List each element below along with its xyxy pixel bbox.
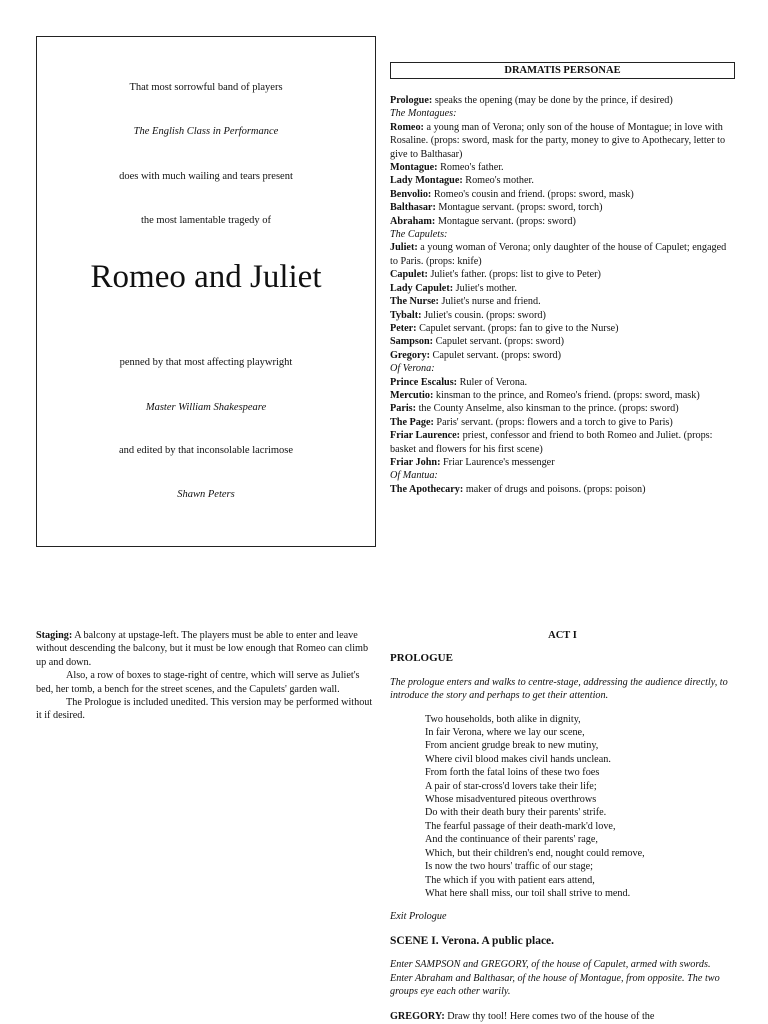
dramatis-entry bbox=[390, 201, 735, 214]
act-one bbox=[390, 629, 735, 1024]
verse-line: Whose misadventured piteous overthrows bbox=[425, 794, 597, 806]
verse-line: Is now the two hours' traffic of our stage; bbox=[425, 861, 594, 873]
dramatis-entry bbox=[390, 322, 735, 335]
staging-paragraph-1 bbox=[36, 629, 378, 669]
dramatis-entry bbox=[390, 349, 735, 362]
character-name: Gregory: bbox=[390, 349, 430, 361]
dramatis-entry bbox=[390, 161, 735, 174]
staging-text-1: A balcony at upstage-left. The players must be able to enter and leave without descending the balcony, but it must be low enough that Romeo can climb up and down. bbox=[36, 630, 369, 668]
verse-line: Where civil blood makes civil hands unclean. bbox=[425, 753, 611, 765]
character-description: Montague servant. (props: sword) bbox=[435, 215, 576, 227]
character-description: Montague servant. (props: sword, torch) bbox=[435, 202, 603, 214]
dramatis-entry bbox=[390, 295, 735, 308]
dramatis-entry bbox=[390, 309, 735, 322]
character-name: The Nurse: bbox=[390, 296, 439, 308]
character-description: Capulet servant. (props: sword) bbox=[433, 336, 565, 348]
dramatis-entry bbox=[390, 94, 735, 107]
character-name: Prologue: bbox=[390, 95, 433, 106]
prologue-direction: The prologue enters and walks to centre-stage, addressing the audience directly, to introduce the story and perhaps to get their attention. bbox=[390, 676, 728, 702]
character-description: Ruler of Verona. bbox=[457, 376, 528, 388]
title-page bbox=[36, 36, 376, 547]
verse-line: What here shall miss, our toil shall strive to mend. bbox=[425, 887, 631, 899]
character-name: Lady Montague: bbox=[390, 175, 463, 187]
dramatis-group: The Montagues: bbox=[390, 108, 457, 120]
character-name: Romeo: bbox=[390, 121, 424, 133]
prologue-verse bbox=[390, 713, 735, 901]
exit-direction: Exit Prologue bbox=[390, 911, 447, 923]
character-description: a young woman of Verona; only daughter of the house of Capulet; engaged to Paris. (props: knife) bbox=[390, 242, 727, 267]
title-line-7: and edited by that inconsolable lacrimose bbox=[118, 445, 294, 456]
character-name: Friar Laurence: bbox=[390, 430, 461, 442]
verse-line: A pair of star-cross'd lovers take their life; bbox=[425, 780, 597, 792]
character-name: The Page: bbox=[390, 416, 434, 428]
character-name: Friar John: bbox=[390, 456, 441, 468]
title-line-3: does with much wailing and tears present bbox=[119, 171, 293, 182]
dramatis-entry bbox=[390, 402, 735, 415]
character-name: Balthasar: bbox=[390, 202, 436, 214]
character-description: the County Anselme, also kinsman to the prince. (props: sword) bbox=[416, 403, 679, 415]
character-name: The Apothecary: bbox=[390, 483, 464, 495]
dramatis-entry bbox=[390, 376, 735, 389]
character-description: Juliet's father. (props: list to give to Peter) bbox=[427, 269, 601, 281]
dramatis-entry bbox=[390, 174, 735, 187]
dramatis-header: DRAMATIS PERSONAE bbox=[390, 62, 735, 79]
title-line-2: The English Class in Performance bbox=[133, 126, 279, 137]
staging-notes bbox=[36, 629, 378, 723]
character-name: Paris: bbox=[390, 403, 417, 415]
staging-paragraph-2: Also, a row of boxes to stage-right of centre, which will serve as Juliet's bed, her tomb, a bench for the street scenes, and the Capulets' garden wall. bbox=[36, 670, 360, 695]
verse-line: From forth the fatal loins of these two foes bbox=[425, 767, 600, 779]
dramatis-entry bbox=[390, 282, 735, 295]
verse-line: In fair Verona, where we lay our scene, bbox=[425, 727, 585, 739]
verse-line: Two households, both alike in dignity, bbox=[425, 713, 581, 725]
dramatis-personae bbox=[390, 62, 735, 496]
character-name: Mercutio: bbox=[390, 389, 434, 401]
title-line-4: the most lamentable tragedy of bbox=[140, 215, 272, 226]
staging-label: Staging: bbox=[36, 630, 73, 641]
scene-heading: SCENE I. Verona. A public place. bbox=[390, 934, 555, 947]
character-name: Juliet: bbox=[390, 242, 418, 254]
dramatis-group: Of Mantua: bbox=[390, 470, 438, 482]
character-description: priest, confessor and friend to both Romeo and Juliet. (props: basket and flowers for his first scene) bbox=[390, 430, 713, 455]
character-description: maker of drugs and poisons. (props: poison) bbox=[463, 483, 646, 495]
dramatis-entry bbox=[390, 241, 735, 268]
prologue-heading: PROLOGUE bbox=[390, 652, 453, 665]
act-heading: ACT I bbox=[548, 630, 577, 641]
play-title: Romeo and Juliet bbox=[90, 259, 322, 295]
character-name: Montague: bbox=[390, 162, 438, 174]
character-description: Juliet's nurse and friend. bbox=[438, 296, 541, 308]
character-name: Lady Capulet: bbox=[390, 282, 454, 294]
character-description: Friar Laurence's messenger bbox=[440, 456, 555, 468]
dramatis-group: Of Verona: bbox=[390, 363, 435, 375]
dramatis-entry bbox=[390, 429, 735, 456]
dramatis-group: The Capulets: bbox=[390, 229, 448, 241]
character-description: speaks the opening (may be done by the prince, if desired) bbox=[432, 95, 673, 106]
character-description: Romeo's father. bbox=[437, 162, 504, 174]
scene-direction: Enter SAMPSON and GREGORY, of the house of Capulet, armed with swords. Enter Abraham and Balthasar, of the house of Montague, from opposite. The two groups eye each other warily. bbox=[390, 959, 720, 997]
character-description: Juliet's cousin. (props: sword) bbox=[421, 309, 546, 321]
character-description: Juliet's mother. bbox=[453, 282, 517, 294]
character-name: Peter: bbox=[390, 322, 417, 334]
verse-line: And the continuance of their parents' rage, bbox=[425, 834, 598, 846]
character-name: Tybalt: bbox=[390, 309, 422, 321]
verse-line: Do with their death bury their parents' strife. bbox=[425, 807, 607, 819]
character-name: Sampson: bbox=[390, 336, 434, 348]
title-line-8: Shawn Peters bbox=[177, 489, 235, 500]
dramatis-entry bbox=[390, 121, 735, 161]
character-description: Romeo's cousin and friend. (props: sword, mask) bbox=[431, 188, 634, 200]
verse-line: The which if you with patient ears attend, bbox=[425, 874, 595, 886]
character-description: Capulet servant. (props: fan to give to the Nurse) bbox=[416, 322, 619, 334]
dialogue-line bbox=[390, 1010, 735, 1023]
character-description: Romeo's mother. bbox=[462, 175, 534, 187]
dialogue-speaker: GREGORY: bbox=[390, 1011, 445, 1023]
character-name: Prince Escalus: bbox=[390, 376, 458, 388]
dramatis-entry bbox=[390, 483, 735, 496]
dramatis-entry bbox=[390, 389, 735, 402]
character-description: Paris' servant. (props: flowers and a torch to give to Paris) bbox=[433, 416, 673, 428]
staging-paragraph-3: The Prologue is included unedited. This version may be performed without it if desired. bbox=[36, 697, 373, 722]
character-name: Abraham: bbox=[390, 215, 436, 227]
title-line-1: That most sorrowful band of players bbox=[129, 82, 283, 93]
dramatis-entry bbox=[390, 215, 735, 228]
character-name: Capulet: bbox=[390, 269, 428, 281]
dramatis-entry bbox=[390, 456, 735, 469]
character-description: kinsman to the prince, and Romeo's friend. (props: sword, mask) bbox=[433, 389, 700, 401]
character-description: a young man of Verona; only son of the house of Montague; in love with Rosaline. (props: sword, mask for the party, money to give to Apothecary, letter to give to Balthasar) bbox=[390, 121, 726, 160]
verse-line: Which, but their children's end, nought could remove, bbox=[425, 847, 645, 859]
dramatis-list bbox=[390, 94, 735, 496]
verse-line: From ancient grudge break to new mutiny, bbox=[425, 740, 599, 752]
verse-line: The fearful passage of their death-mark'd love, bbox=[425, 820, 616, 832]
dramatis-entry bbox=[390, 335, 735, 348]
character-description: Capulet servant. (props: sword) bbox=[429, 349, 561, 361]
dramatis-entry bbox=[390, 188, 735, 201]
dramatis-entry bbox=[390, 268, 735, 281]
title-line-5: penned by that most affecting playwright bbox=[119, 357, 293, 368]
dramatis-entry bbox=[390, 416, 735, 429]
character-name: Benvolio: bbox=[390, 188, 432, 200]
title-line-6: Master William Shakespeare bbox=[145, 402, 267, 413]
dialogue-text: Draw thy tool! Here comes two of the house of the bbox=[444, 1011, 655, 1023]
